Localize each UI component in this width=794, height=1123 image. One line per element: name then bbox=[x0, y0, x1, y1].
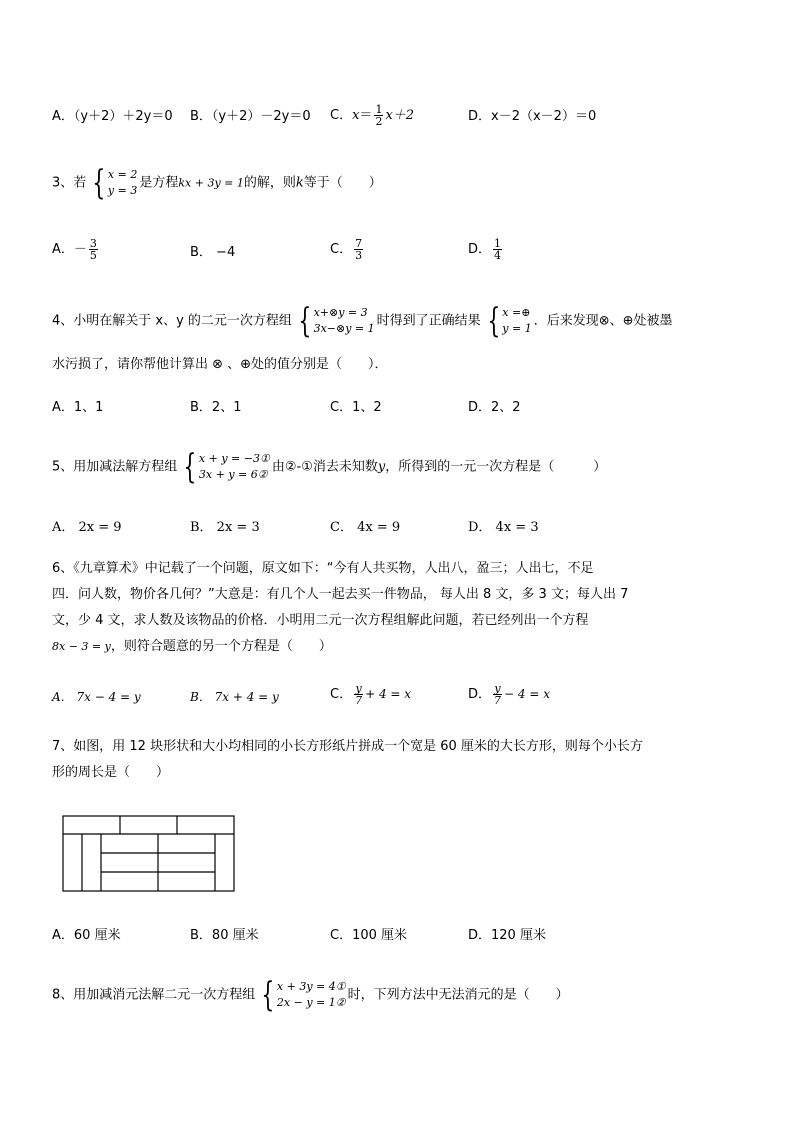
q7-option-b: B．80 厘米 bbox=[190, 928, 259, 943]
brace-icon: { bbox=[92, 163, 106, 203]
question-8-stem bbox=[52, 975, 569, 1015]
q2-option-c-rest: x＋2 bbox=[385, 108, 415, 123]
fraction-numerator: 3 bbox=[89, 237, 97, 250]
q2-option-b: B．（y＋2）－2y＝0 bbox=[190, 109, 311, 124]
q4-option-a: A．1、1 bbox=[52, 400, 104, 415]
q4-prefix: 4、小明在解关于 x、y 的二元一次方程组 bbox=[52, 313, 292, 329]
q7-option-c: C．100 厘米 bbox=[330, 928, 408, 943]
q4-result-line2: y = 1 bbox=[502, 322, 532, 335]
fraction-numerator: y bbox=[355, 682, 362, 695]
q6-option-d-label: D． bbox=[468, 687, 492, 702]
q3-mid: 是方程 bbox=[139, 175, 179, 191]
fraction-denominator: 3 bbox=[355, 249, 363, 262]
brace-icon: { bbox=[261, 975, 275, 1015]
q6-option-c-label: C． bbox=[330, 687, 353, 702]
q5-option-d: D． 4x = 3 bbox=[468, 520, 539, 535]
question-7-line2: 形的周长是（ ） bbox=[52, 765, 170, 780]
q6-line4-rest: ，则符合题意的另一个方程是（ ） bbox=[110, 639, 332, 654]
q4-mid: 时得到了正确结果 bbox=[376, 313, 481, 329]
brace-icon: { bbox=[298, 301, 312, 341]
q5-option-a: A． 2x = 9 bbox=[52, 520, 122, 535]
q3-suffix1: 的解，则 bbox=[243, 175, 296, 191]
fraction-denominator: 2 bbox=[375, 115, 383, 128]
q5-y: y bbox=[377, 459, 386, 475]
fraction-numerator: 1 bbox=[375, 103, 383, 116]
fraction-numerator: 7 bbox=[355, 237, 363, 250]
q8-system-line2: 2x − y = 1② bbox=[276, 996, 346, 1009]
q5-system-line2: 3x + y = 6② bbox=[198, 468, 268, 481]
q3-system-line1: x = 2 bbox=[107, 168, 138, 181]
q4-option-c: C．1、2 bbox=[330, 400, 382, 415]
q3-suffix2: 等于（ ） bbox=[303, 175, 382, 191]
question-7-line1: 7、如图，用 12 块形状和大小均相同的小长方形纸片拼成一个宽是 60 厘米的大长方形，则每个小长方 bbox=[52, 739, 643, 754]
q4-system-line1: x+⊗y = 3 bbox=[313, 306, 368, 319]
q4-suffix: ．后来发现⊗、⊕处被墨 bbox=[533, 313, 673, 329]
fraction-denominator: 7 bbox=[355, 694, 363, 707]
brace-icon: { bbox=[183, 447, 197, 487]
fraction-numerator: 1 bbox=[494, 237, 502, 250]
fraction-denominator: 5 bbox=[89, 249, 97, 262]
q7-option-d: D．120 厘米 bbox=[468, 928, 546, 943]
question-4-line2: 水污损了，请你帮他计算出 ⊗ 、⊕处的值分别是（ ）． bbox=[52, 357, 388, 372]
q3-option-a-label: A．－ bbox=[52, 242, 87, 257]
q3-option-d-label: D． bbox=[468, 242, 492, 257]
question-6-line1: 6、《九章算术》中记载了一个问题，原文如下：“今有人共买物，人出八，盈三；人出七，不足 bbox=[52, 561, 594, 576]
q4-option-b: B．2、1 bbox=[190, 400, 242, 415]
q7-option-a: A．60 厘米 bbox=[52, 928, 121, 943]
fraction-denominator: 7 bbox=[494, 694, 502, 707]
q8-prefix: 8、用加减消元法解二元一次方程组 bbox=[52, 987, 256, 1003]
q6-given-equation: 8x − 3 = y bbox=[52, 640, 111, 653]
q8-system bbox=[257, 975, 346, 1015]
q2-option-c-x: x bbox=[352, 108, 360, 123]
q5-prefix: 5、用加减法解方程组 bbox=[52, 459, 178, 475]
q6-option-b: B． 7x + 4 = y bbox=[190, 690, 279, 704]
question-6-line2: 四．问人数，物价各几何？”大意是：有几个人一起去买一件物品， 每人出 8 文，多 3 文；每人出 7 bbox=[52, 587, 629, 602]
q6-option-d-rest: − 4 = x bbox=[504, 687, 550, 701]
q2-option-c-label: C． bbox=[330, 108, 353, 123]
q4-result-line1: x =⊕ bbox=[502, 306, 531, 319]
q8-system-line1: x + 3y = 4① bbox=[276, 980, 346, 993]
q3-option-b: B． −4 bbox=[190, 245, 236, 260]
q2-option-a: A．（y＋2）＋2y＝0 bbox=[52, 109, 173, 124]
q5-option-c: C． 4x = 9 bbox=[330, 520, 401, 535]
q3-option-c-label: C． bbox=[330, 242, 353, 257]
q3-k: k bbox=[295, 175, 304, 191]
q4-system-line2: 3x−⊗y = 1 bbox=[313, 322, 375, 335]
brace-icon: { bbox=[486, 301, 500, 341]
q5-system-line1: x + y = −3① bbox=[198, 452, 270, 465]
q3-prefix: 3、若 bbox=[52, 175, 87, 191]
q2-option-d: D．x－2（x－2）＝0 bbox=[468, 109, 597, 124]
q5-suffix: ，所得到的一元一次方程是（ ） bbox=[385, 459, 607, 475]
q5-mid: 由②-①消去未知数 bbox=[271, 459, 378, 475]
q6-option-c-rest: + 4 = x bbox=[365, 687, 412, 701]
q8-suffix: 时，下列方法中无法消元的是（ ） bbox=[347, 987, 569, 1003]
q2-option-c-eq: ＝ bbox=[359, 108, 373, 123]
fraction-numerator: y bbox=[494, 682, 501, 695]
q3-equation: kx + 3y = 1 bbox=[178, 176, 244, 190]
q3-system-line2: y = 3 bbox=[107, 184, 138, 197]
fraction-denominator: 4 bbox=[494, 249, 502, 262]
question-6-line3: 文，少 4 文，求人数及该物品的价格．小明用二元一次方程组解此问题，若已经列出一个方程 bbox=[52, 613, 589, 628]
q4-option-d: D．2、2 bbox=[468, 400, 521, 415]
q5-option-b: B． 2x = 3 bbox=[190, 520, 260, 535]
q6-option-a: A． 7x − 4 = y bbox=[52, 690, 141, 704]
